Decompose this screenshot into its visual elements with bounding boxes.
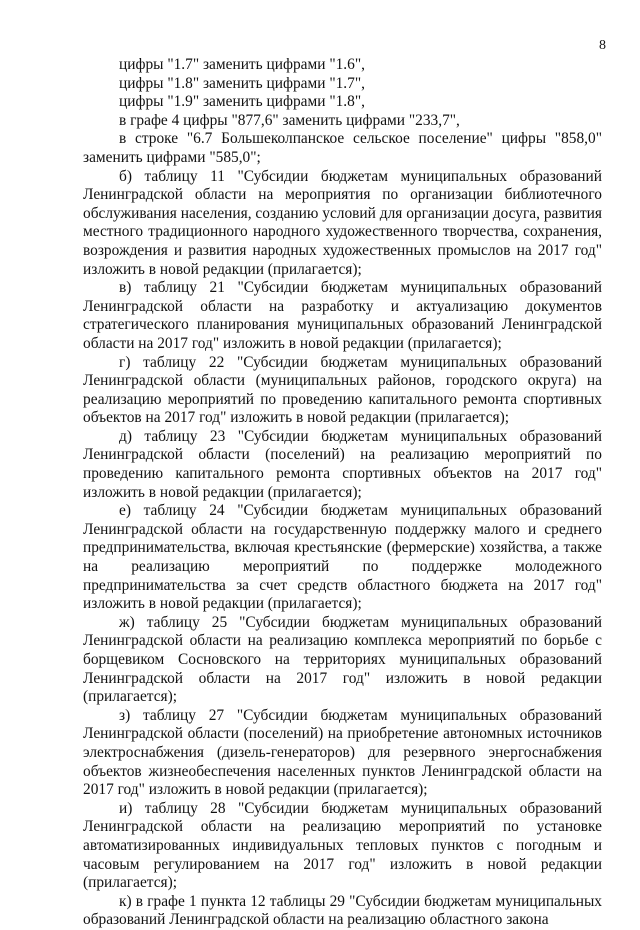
paragraph-digits-1-7: цифры "1.7" заменить цифрами "1.6", [119, 56, 365, 73]
paragraph-item-z: з) таблицу 27 "Субсидии бюджетам муниципальных образований Ленинградской области (поселений) на приобретение автономных источников электроснабжения (дизель-генераторов) для резервного энергоснабжения объектов жизнеобеспечения населенных пунктов Ленинградской области на 2017 год" изложить в новой редакции (прилагается); [83, 706, 602, 799]
page-number: 8 [599, 38, 606, 53]
paragraph-item-zh: ж) таблицу 25 "Субсидии бюджетам муниципальных образований Ленинградской области на реализацию комплекса мероприятий по борьбе с борщевиком Сосновского на территориях муниципальных образований Ленинградской области на 2017 год" изложить в новой редакции (прилагается); [83, 613, 602, 706]
paragraph-item-b: б) таблицу 11 "Субсидии бюджетам муниципальных образований Ленинградской области на мероприятия по организации библиотечного обслуживания населения, созданию условий для организации досуга, развития местного традиционного народного художественного творчества, сохранения, возрождения и развития народных художественных промыслов на 2017 год" изложить в новой редакции (прилагается); [83, 167, 602, 278]
paragraph-digits-1-8: цифры "1.8" заменить цифрами "1.7", [119, 74, 365, 92]
paragraph-row-6-7: в строке "6.7 Большеколпанское сельское поселение" цифры "858,0" заменить цифрами "585,0"; [83, 130, 602, 166]
paragraph-item-d: д) таблицу 23 "Субсидии бюджетам муниципальных образований Ленинградской области (поселений) на реализацию мероприятий по проведению капитального ремонта спортивных объектов на 2017 год" изложить в новой редакции (прилагается); [83, 427, 602, 501]
paragraph-item-e: е) таблицу 24 "Субсидии бюджетам муниципальных образований Ленинградской области на государственную поддержку малого и среднего предпринимательства, включая крестьянские (фермерские) хозяйства, а также на реализацию мероприятий по поддержке молодежного предпринимательства за счет средств областного бюджета на 2017 год" изложить в новой редакции (прилагается); [83, 502, 602, 613]
paragraph-item-k: к) в графе 1 пункта 12 таблицы 29 "Субсидии бюджетам муниципальных образований Ленинградской области на реализацию областного закона [83, 892, 602, 929]
paragraph-item-g: г) таблицу 22 "Субсидии бюджетам муниципальных образований Ленинградской области (муниципальных районов, городского округа) на реализацию мероприятий по проведению капитального ремонта спортивных объектов на 2017 год" изложить в новой редакции (прилагается); [83, 353, 602, 427]
paragraph-item-v: в) таблицу 21 "Субсидии бюджетам муниципальных образований Ленинградской области на разработку и актуализацию документов стратегического планирования муниципальных образований Ленинградской области на 2017 год" изложить в новой редакции (прилагается); [83, 279, 602, 352]
paragraph-item-i: и) таблицу 28 "Субсидии бюджетам муниципальных образований Ленинградской области на реализацию мероприятий по установке автоматизированных индивидуальных тепловых пунктов с погодным и часовым регулированием на 2017 год" изложить в новой редакции (прилагается); [83, 799, 602, 892]
document-body [83, 56, 602, 930]
paragraph-column-4: в графе 4 цифры "877,6" заменить цифрами "233,7", [119, 111, 460, 129]
paragraph-digits-1-9: цифры "1.9" заменить цифрами "1.8", [119, 93, 365, 111]
